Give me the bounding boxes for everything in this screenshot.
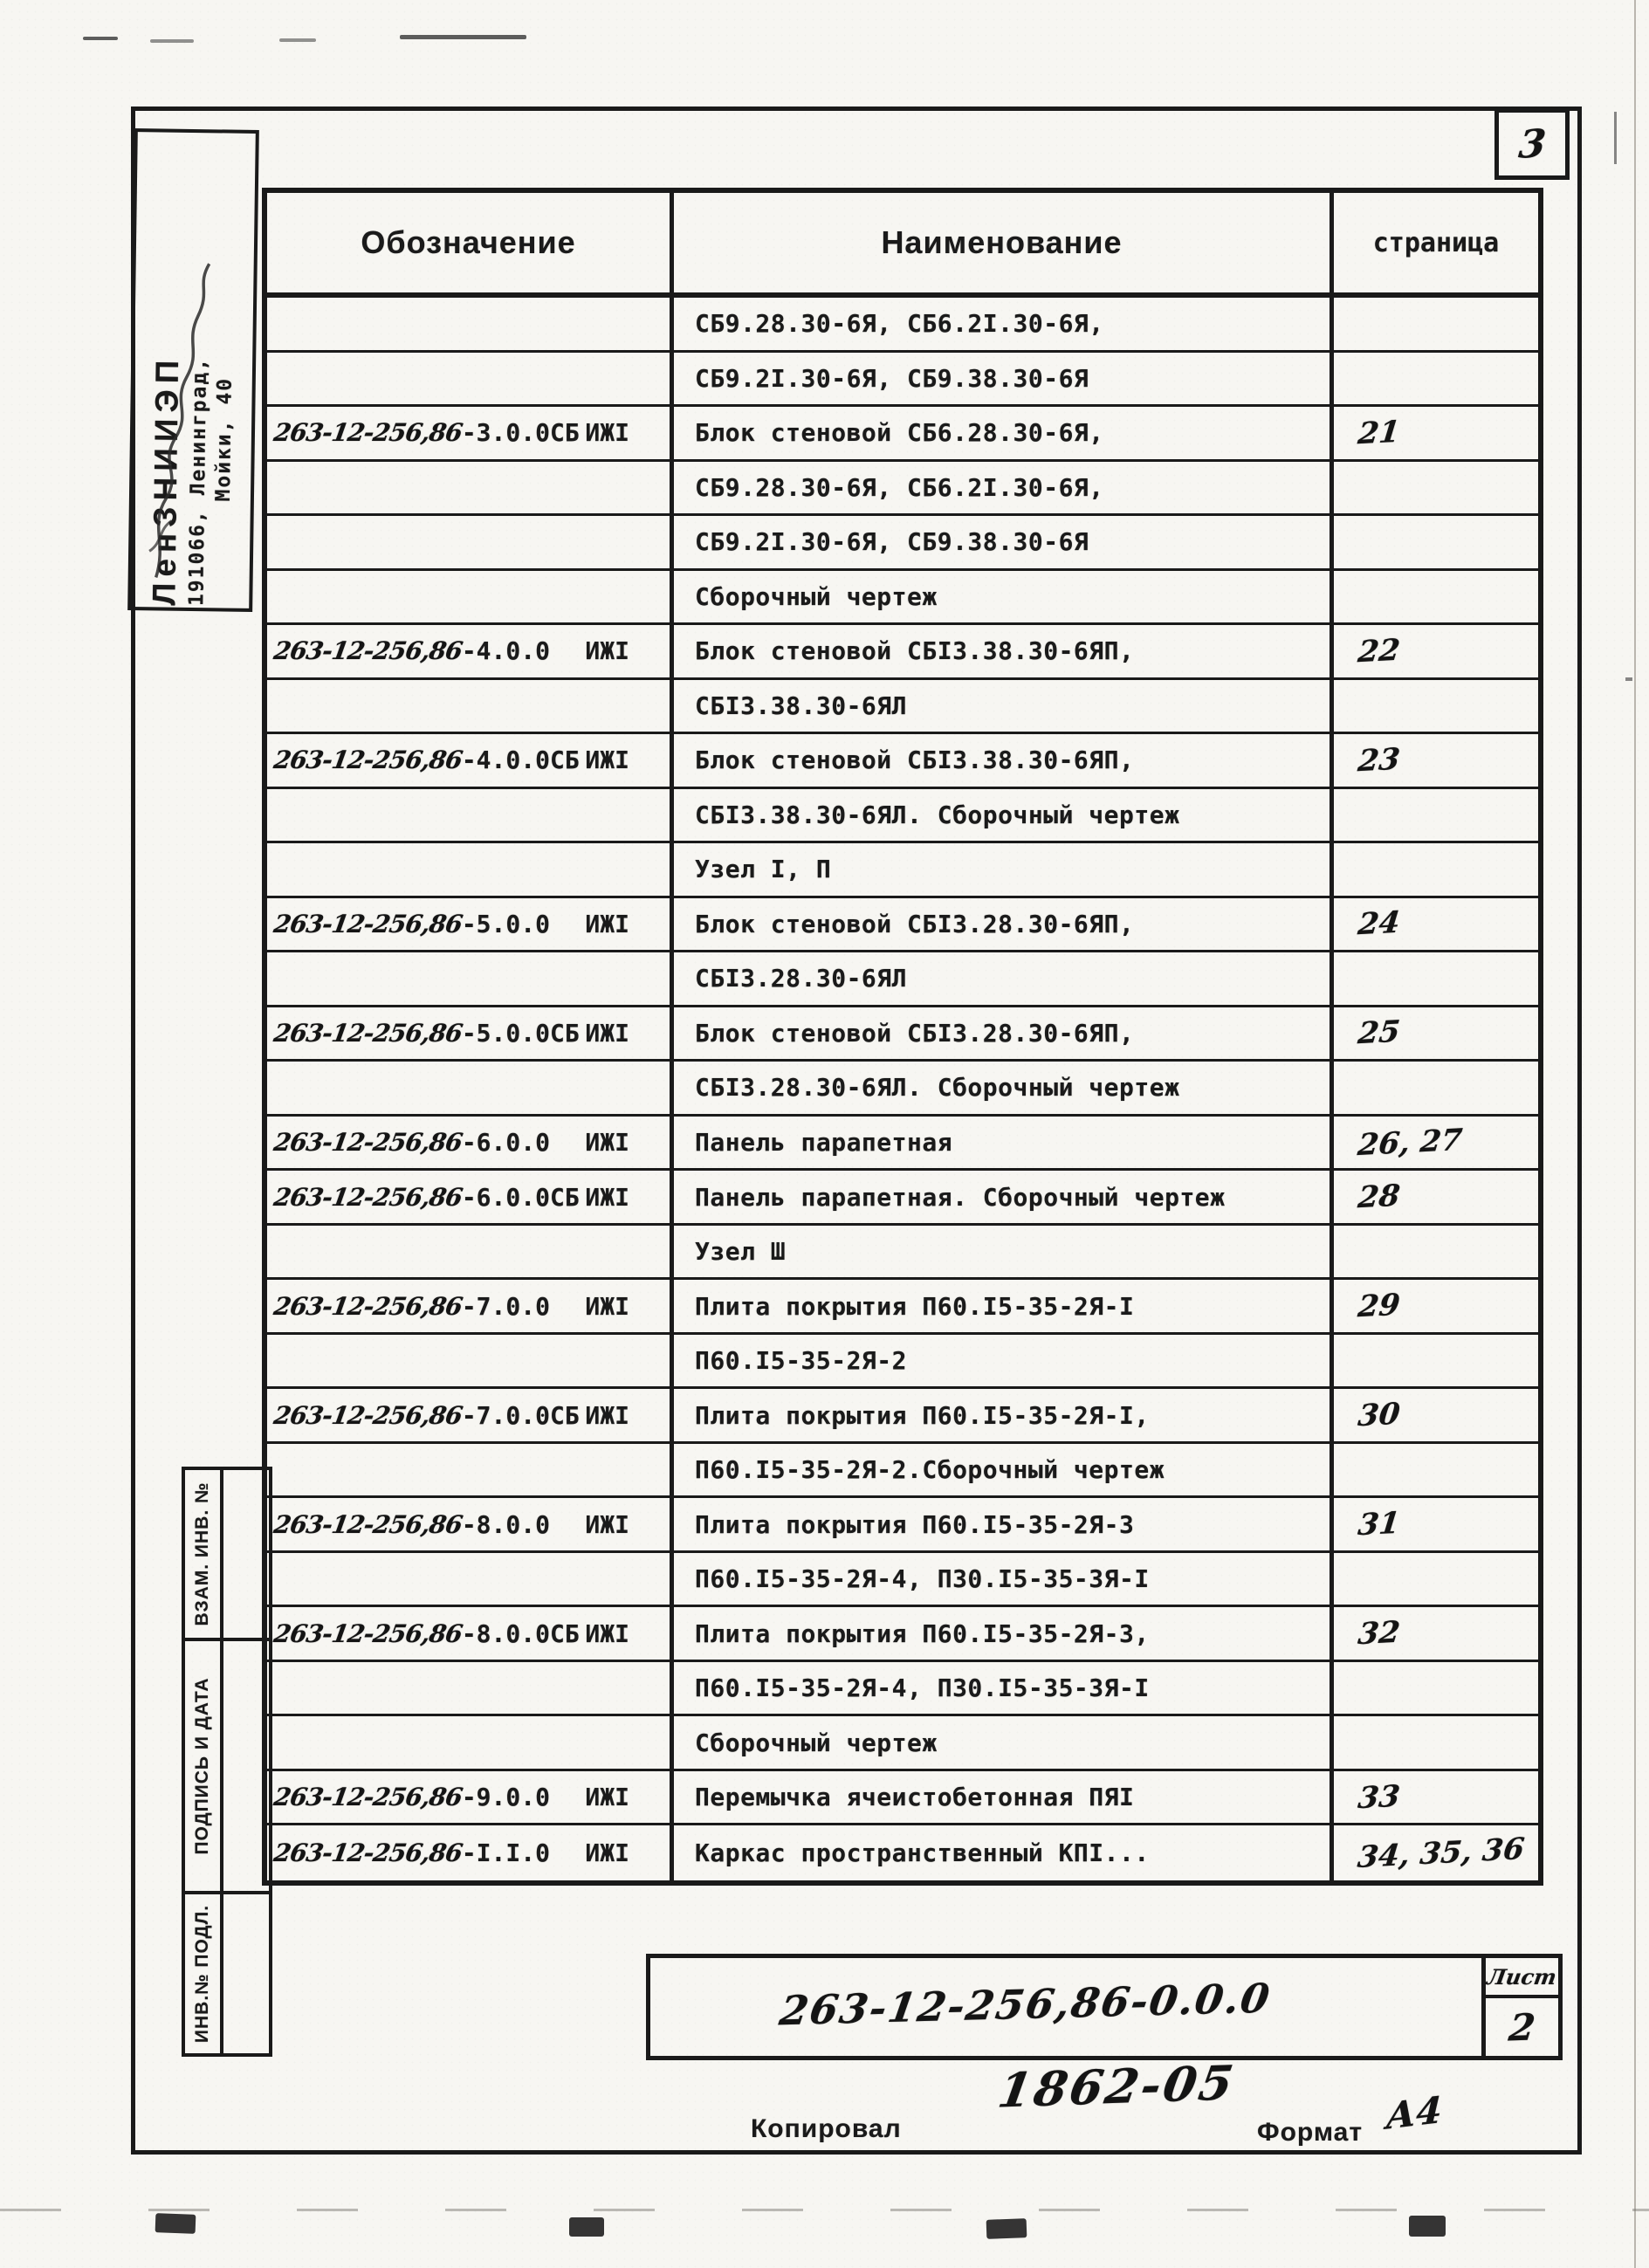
page-cell [1334, 1062, 1538, 1117]
designation-cell [267, 734, 674, 789]
format-value: А4 [1384, 2088, 1443, 2138]
item-name: СБI3.28.30-6ЯЛ [695, 964, 908, 993]
designation-handwritten: 263-12-256,86 [271, 909, 464, 938]
designation-cell [267, 843, 674, 898]
scan-artifact-blob [986, 2218, 1027, 2239]
page-number-handwritten: 32 [1356, 1614, 1402, 1653]
sheet-value-cell [1486, 1998, 1558, 2056]
designation-series: ИЖI [585, 1128, 629, 1157]
item-name: Плита покрытия П60.I5-35-2Я-I [695, 1291, 1135, 1321]
designation-cell [267, 1117, 674, 1172]
designation-typed: -4.0.0 [461, 636, 550, 666]
designation-typed: -6.0.0 [461, 1128, 550, 1157]
page-cell [1334, 952, 1538, 1007]
designation-typed: -6.0.0СБ [461, 1182, 580, 1212]
sidebar-empty-cell [223, 1470, 269, 1638]
sidebar-label-cell [185, 1894, 223, 2053]
sheet-number-box [1494, 108, 1570, 180]
scan-artifact-dash [150, 39, 194, 43]
name-cell [674, 1226, 1334, 1281]
order-number: 1862-05 [994, 2054, 1240, 2119]
scan-artifact-dash [279, 38, 316, 42]
name-cell [674, 298, 1334, 353]
designation-cell [267, 1825, 674, 1880]
page-number-handwritten: 26, 27 [1356, 1122, 1464, 1163]
designation-typed: -7.0.0 [461, 1291, 550, 1321]
designation-handwritten: 263-12-256,86 [271, 1509, 464, 1539]
scan-artifact-scratch [1614, 112, 1617, 164]
designation-cell [267, 1716, 674, 1771]
designation-handwritten: 263-12-256,86 [271, 1182, 464, 1212]
page-cell [1334, 1444, 1538, 1499]
designation-cell [267, 625, 674, 680]
name-cell [674, 734, 1334, 789]
page-number-handwritten: 29 [1356, 1287, 1402, 1325]
page-number-handwritten: 31 [1356, 1505, 1402, 1543]
designation-typed: -5.0.0 [461, 909, 550, 938]
page-number-handwritten: 21 [1356, 414, 1402, 451]
name-cell [674, 1389, 1334, 1444]
designation-cell [267, 571, 674, 626]
document-number: 263-12-256,86-0.0.0 [776, 1974, 1275, 2035]
page-cell [1334, 1662, 1538, 1717]
item-name: П60.I5-35-2Я-2 [695, 1346, 908, 1376]
designation-typed: -7.0.0СБ [461, 1400, 580, 1430]
name-cell [674, 516, 1334, 571]
designation-series: ИЖI [585, 1509, 629, 1539]
item-name: СБI3.28.30-6ЯЛ. Сборочный чертеж [695, 1073, 1180, 1103]
item-name: Плита покрытия П60.I5-35-2Я-3 [695, 1509, 1135, 1539]
designation-cell [267, 462, 674, 517]
name-cell [674, 353, 1334, 408]
page-cell [1334, 516, 1538, 571]
scan-artifact-dash [83, 37, 118, 40]
sidebar-label-inv-podl: ИНВ.№ ПОДЛ. [192, 1904, 212, 2044]
designation-typed: -I.I.0 [461, 1838, 550, 1868]
name-cell [674, 952, 1334, 1007]
designation-cell [267, 407, 674, 462]
name-cell [674, 571, 1334, 626]
page-cell [1334, 1117, 1538, 1172]
col-header-designation: Обозначение [267, 193, 674, 298]
item-name: СБ9.2I.30-6Я, СБ9.38.30-6Я [695, 363, 1089, 393]
name-cell [674, 1007, 1334, 1062]
page-cell [1334, 1280, 1538, 1335]
sheet-label: Лист [1485, 1963, 1559, 1990]
designation-cell [267, 1062, 674, 1117]
designation-cell [267, 1771, 674, 1826]
item-name: Сборочный чертеж [695, 1728, 938, 1757]
name-cell [674, 1444, 1334, 1499]
item-name: СБI3.38.30-6ЯЛ. Сборочный чертеж [695, 800, 1180, 829]
paper-edge-line [1634, 0, 1636, 2268]
designation-cell [267, 1226, 674, 1281]
designation-cell [267, 1280, 674, 1335]
designation-series: ИЖI [585, 636, 629, 666]
designation-cell [267, 680, 674, 735]
page-cell [1334, 789, 1538, 844]
sheet-value: 2 [1506, 2005, 1538, 2049]
designation-series: ИЖI [585, 418, 629, 448]
page-number-handwritten: 33 [1356, 1778, 1402, 1816]
designation-cell [267, 1171, 674, 1226]
page-number-handwritten: 24 [1356, 905, 1402, 943]
scan-artifact-blob [155, 2213, 196, 2234]
page-number-handwritten: 30 [1356, 1396, 1402, 1434]
name-cell [674, 1117, 1334, 1172]
sheet-label-cell [1486, 1958, 1558, 1998]
handwritten-annotation [131, 132, 263, 615]
name-cell [674, 1716, 1334, 1771]
sidebar-box-podpis-data [182, 1638, 272, 1894]
contents-table [262, 188, 1543, 1886]
designation-cell [267, 952, 674, 1007]
designation-cell [267, 1662, 674, 1717]
scan-artifact-blob [1409, 2216, 1446, 2237]
item-name: Каркас пространственный КПI... [695, 1838, 1150, 1868]
designation-typed: -5.0.0СБ [461, 1018, 580, 1048]
designation-handwritten: 263-12-256,86 [271, 1128, 464, 1157]
name-cell [674, 1062, 1334, 1117]
name-cell [674, 1607, 1334, 1662]
format-label: Формат [1257, 2118, 1364, 2147]
sidebar-label-cell [185, 1641, 223, 1891]
page-cell [1334, 734, 1538, 789]
sidebar-empty-cell [223, 1641, 269, 1891]
item-name: СБI3.38.30-6ЯЛ [695, 691, 908, 720]
name-cell [674, 843, 1334, 898]
page-cell [1334, 1007, 1538, 1062]
designation-cell [267, 298, 674, 353]
item-name: Блок стеновой СБI3.38.30-6ЯП, [695, 636, 1135, 666]
sidebar-box-vzam-inv [182, 1467, 272, 1641]
item-name: П60.I5-35-2Я-4, П30.I5-35-3Я-I [695, 1564, 1150, 1594]
designation-handwritten: 263-12-256,86 [271, 1838, 464, 1868]
page-number-handwritten: 23 [1356, 741, 1402, 780]
item-name: СБ9.28.30-6Я, СБ6.2I.30-6Я, [695, 309, 1104, 339]
designation-series: ИЖI [585, 1182, 629, 1212]
item-name: Блок стеновой СБI3.28.30-6ЯП, [695, 1018, 1135, 1048]
designation-cell [267, 1007, 674, 1062]
designation-series: ИЖI [585, 909, 629, 938]
name-cell [674, 1498, 1334, 1553]
designation-cell [267, 353, 674, 408]
institute-stamp [127, 128, 259, 612]
sheet-box [1481, 1958, 1558, 2056]
scan-artifact-smudge-line [0, 2209, 1649, 2211]
page-cell [1334, 462, 1538, 517]
item-name: Панель парапетная [695, 1128, 953, 1157]
name-cell [674, 1825, 1334, 1880]
sidebar-label-podpis-data: ПОДПИСЬ И ДАТА [192, 1677, 212, 1855]
designation-handwritten: 263-12-256,86 [271, 636, 464, 666]
col-header-name: Наименование [674, 193, 1334, 298]
item-name: П60.I5-35-2Я-2.Сборочный чертеж [695, 1455, 1165, 1485]
designation-cell [267, 789, 674, 844]
page-cell [1334, 1771, 1538, 1826]
institute-address-line2: Мойки, 40 [211, 376, 237, 502]
page-cell [1334, 1226, 1538, 1281]
page-number-handwritten: 34, 35, 36 [1356, 1831, 1527, 1875]
designation-cell [267, 898, 674, 953]
designation-series: ИЖI [585, 1783, 629, 1812]
item-name: Сборочный чертеж [695, 581, 938, 611]
designation-series: ИЖI [585, 1838, 629, 1868]
designation-cell [267, 1335, 674, 1390]
item-name: Панель парапетная. Сборочный чертеж [695, 1182, 1226, 1212]
designation-typed: -9.0.0 [461, 1783, 550, 1812]
scan-artifact-dash [400, 35, 526, 39]
page-cell [1334, 1389, 1538, 1444]
name-cell [674, 1553, 1334, 1608]
item-name: Блок стеновой СБ6.28.30-6Я, [695, 418, 1104, 448]
item-name: Узел I, П [695, 855, 832, 884]
designation-typed: -3.0.0СБ [461, 418, 580, 448]
sidebar-empty-cell [223, 1894, 269, 2053]
page-number-handwritten: 25 [1356, 1014, 1402, 1052]
designation-typed: -8.0.0СБ [461, 1619, 580, 1648]
scan-artifact-scratch [1625, 677, 1632, 681]
item-name: Узел Ш [695, 1237, 787, 1267]
page-cell [1334, 571, 1538, 626]
designation-handwritten: 263-12-256,86 [271, 1619, 464, 1648]
designation-cell [267, 1498, 674, 1553]
name-cell [674, 1171, 1334, 1226]
designation-series: ИЖI [585, 746, 629, 775]
page-cell [1334, 1171, 1538, 1226]
name-cell [674, 625, 1334, 680]
designation-cell [267, 1389, 674, 1444]
item-name: Плита покрытия П60.I5-35-2Я-I, [695, 1400, 1150, 1430]
copied-label: Копировал [751, 2114, 902, 2143]
designation-handwritten: 263-12-256,86 [271, 1400, 464, 1430]
designation-typed: -8.0.0 [461, 1509, 550, 1539]
name-cell [674, 680, 1334, 735]
designation-handwritten: 263-12-256,86 [271, 418, 464, 448]
designation-cell [267, 1607, 674, 1662]
page-cell [1334, 1825, 1538, 1880]
page-number-handwritten: 22 [1356, 632, 1402, 670]
designation-handwritten: 263-12-256,86 [271, 1291, 464, 1321]
name-cell [674, 1662, 1334, 1717]
institute-address-line1: 191066, Ленинград, [184, 356, 211, 607]
page-cell [1334, 680, 1538, 735]
col-header-page: страница [1334, 193, 1538, 298]
sidebar-box-inv-podl [182, 1891, 272, 2057]
designation-series: ИЖI [585, 1018, 629, 1048]
page-cell [1334, 843, 1538, 898]
name-cell [674, 407, 1334, 462]
name-cell [674, 462, 1334, 517]
page-cell [1334, 898, 1538, 953]
scan-artifact-blob [569, 2217, 604, 2237]
designation-handwritten: 263-12-256,86 [271, 1783, 464, 1812]
designation-cell [267, 1444, 674, 1499]
sheet-number-value: 3 [1516, 120, 1548, 168]
page-cell [1334, 353, 1538, 408]
item-name: П60.I5-35-2Я-4, П30.I5-35-3Я-I [695, 1674, 1150, 1703]
name-cell [674, 898, 1334, 953]
designation-handwritten: 263-12-256,86 [271, 1018, 464, 1048]
designation-cell [267, 516, 674, 571]
name-cell [674, 1280, 1334, 1335]
page-cell [1334, 1498, 1538, 1553]
name-cell [674, 1335, 1334, 1390]
item-name: Плита покрытия П60.I5-35-2Я-3, [695, 1619, 1150, 1648]
page-cell [1334, 298, 1538, 353]
contents-table-grid [267, 193, 1538, 1880]
designation-series: ИЖI [585, 1291, 629, 1321]
item-name: СБ9.2I.30-6Я, СБ9.38.30-6Я [695, 527, 1089, 557]
item-name: Блок стеновой СБI3.38.30-6ЯП, [695, 746, 1135, 775]
item-name: Блок стеновой СБI3.28.30-6ЯП, [695, 909, 1135, 938]
designation-cell [267, 1553, 674, 1608]
page-cell [1334, 1607, 1538, 1662]
sidebar-label-cell [185, 1470, 223, 1638]
page-cell [1334, 1716, 1538, 1771]
page-cell [1334, 1335, 1538, 1390]
name-cell [674, 789, 1334, 844]
name-cell [674, 1771, 1334, 1826]
page-number-handwritten: 28 [1356, 1178, 1402, 1216]
page-cell [1334, 407, 1538, 462]
designation-handwritten: 263-12-256,86 [271, 746, 464, 775]
page-cell [1334, 1553, 1538, 1608]
item-name: Перемычка ячеистобетонная ПЯI [695, 1783, 1135, 1812]
item-name: СБ9.28.30-6Я, СБ6.2I.30-6Я, [695, 472, 1104, 502]
sidebar-label-vzam-inv: ВЗАМ. ИНВ. № [192, 1481, 212, 1626]
title-stamp [646, 1954, 1563, 2060]
designation-series: ИЖI [585, 1619, 629, 1648]
designation-series: ИЖI [585, 1400, 629, 1430]
designation-typed: -4.0.0СБ [461, 746, 580, 775]
page-cell [1334, 625, 1538, 680]
institute-name: ЛенЗНИИЭП [145, 354, 185, 606]
